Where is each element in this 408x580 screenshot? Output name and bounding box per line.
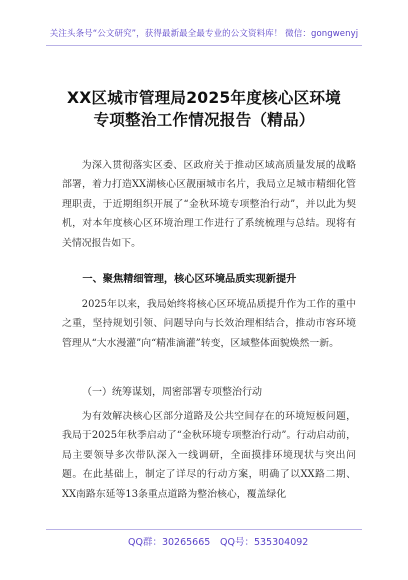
document-title-line-2: 专项整治工作情况报告（精品）	[93, 111, 315, 129]
intro-paragraph: 为深入贯彻落实区委、区政府关于推动区域高质量发展的战略部署，着力打造XX湖核心区靓丽城市名片，我局立足城市精细化管理职责，于近期组织开展了“金秋环境专项整治行动”，并以此为契机，对本年度核心区环境治理工作进行了系统梳理与总结。现将有关情况报告如下。	[62, 160, 356, 249]
footer-divider	[46, 529, 362, 530]
subsection-1-paragraph: 为有效解决核心区部分道路及公共空间存在的环境短板问题，我局于2025年秋季启动了“金秋环境专项整治行动”。行动启动前，局主要领导多次带队深入一线调研，全面摸排环境现状与突出问题。在此基础上，制定了详尽的行动方案，明确了以XX路二期、XX南路东延等13条重点道路为整治核心，覆盖绿化	[62, 411, 356, 500]
subsection-1-heading: （一）统筹谋划，周密部署专项整治行动	[82, 387, 262, 398]
header-promo-note: 关注头条号“公文研究”，获得最新最全最专业的公文资料库！ 微信：gongwenyj	[49, 29, 359, 39]
section-1-paragraph: 2025年以来，我局始终将核心区环境品质提升作为工作的重中之重，坚持规划引领、问题导向与长效治理相结合，推动市容环境管理从“大水漫灌”向“精准滴灌”转变，区域整体面貌焕然一新。	[62, 299, 356, 349]
footer-qq-group: QQ群：30265665	[128, 537, 211, 548]
header-divider	[46, 45, 362, 46]
document-title-line-1: XX区城市管理局2025年度核心区环境	[67, 89, 341, 107]
section-1-heading: 一、聚焦精细管理，核心区环境品质实现新提升	[82, 274, 297, 285]
footer-qq-number: QQ号：535304092	[220, 537, 309, 548]
